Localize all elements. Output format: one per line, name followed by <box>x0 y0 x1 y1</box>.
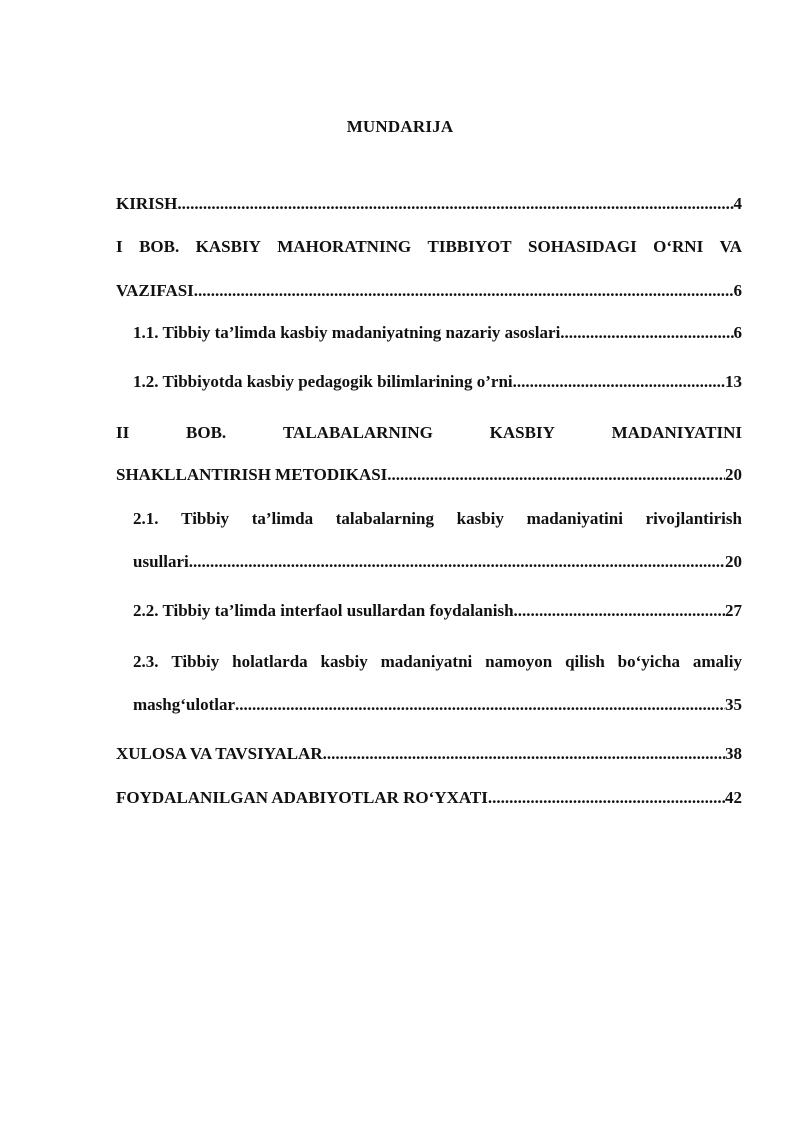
toc-word: madaniyatini <box>526 509 623 528</box>
toc-word: TALABALARNING <box>282 423 433 442</box>
toc-entry-adabiyotlar <box>116 787 742 809</box>
dot-leader <box>560 322 733 344</box>
toc-entry-xulosa <box>116 743 742 765</box>
toc-entry-text: KIRISH <box>116 194 178 213</box>
toc-word: SOHASIDAGI <box>528 237 637 256</box>
toc-entry-bob1-line2 <box>116 280 742 302</box>
toc-page-number: 6 <box>733 323 742 342</box>
toc-entry-2-3-line1 <box>133 651 742 673</box>
toc-word: qilish <box>565 652 605 671</box>
toc-entry-text: mashg‘ulotlar <box>133 695 235 714</box>
toc-entry-text: XULOSA VA TAVSIYALAR <box>116 744 323 763</box>
toc-word: 2.3. <box>133 652 159 671</box>
toc-word: KASBIY <box>489 423 555 442</box>
toc-word: O‘RNI <box>653 237 704 256</box>
toc-word: talabalarning <box>335 509 434 528</box>
toc-entry-bob1-line1 <box>116 236 742 258</box>
toc-entry-text: 2.2. Tibbiy ta’limda interfaol usullardan foydalanish <box>133 601 514 620</box>
toc-word: VA <box>719 237 742 256</box>
toc-page-number: 13 <box>725 372 742 391</box>
toc-word: Tibbiy <box>171 652 220 671</box>
toc-word: KASBIY <box>195 237 261 256</box>
toc-entry-2-3-line2 <box>133 694 742 716</box>
toc-word: kasbiy <box>320 652 368 671</box>
toc-word: ta’limda <box>251 509 314 528</box>
toc-entry-text: FOYDALANILGAN ADABIYOTLAR RO‘YXATI <box>116 788 488 807</box>
toc-word: holatlarda <box>232 652 308 671</box>
toc-entry-text: 1.1. Tibbiy ta’limda kasbiy madaniyatning nazariy asoslari <box>133 323 561 342</box>
toc-word: II <box>116 423 130 442</box>
toc-word: rivojlantirish <box>645 509 742 528</box>
toc-entry-kirish <box>116 193 742 215</box>
toc-entry-1-2 <box>133 371 742 393</box>
toc-entry-text: usullari <box>133 552 189 571</box>
toc-word: madaniyatni <box>380 652 473 671</box>
toc-entry-2-2 <box>133 600 742 622</box>
toc-word: kasbiy <box>456 509 504 528</box>
dot-leader <box>323 743 725 765</box>
toc-page-number: 42 <box>725 788 742 807</box>
toc-word: MADANIYATINI <box>611 423 742 442</box>
toc-entry-2-1-line2 <box>133 551 742 573</box>
toc-word: bo‘yicha <box>617 652 680 671</box>
toc-page-number: 4 <box>733 194 742 213</box>
toc-word: Tibbiy <box>181 509 230 528</box>
dot-leader <box>387 464 725 486</box>
toc-entry-1-1 <box>133 322 742 344</box>
dot-leader <box>235 694 725 716</box>
toc-page-number: 20 <box>725 465 742 484</box>
dot-leader <box>488 787 725 809</box>
toc-page-number: 20 <box>725 552 742 571</box>
toc-word: BOB. <box>139 237 180 256</box>
dot-leader <box>177 193 733 215</box>
toc-page-number: 27 <box>725 601 742 620</box>
dot-leader <box>513 371 725 393</box>
toc-entry-2-1-line1 <box>133 508 742 530</box>
toc-entry-bob2-line2 <box>116 464 742 486</box>
toc-entry-text: 1.2. Tibbiyotda kasbiy pedagogik bilimlarining o’rni <box>133 372 513 391</box>
toc-word: BOB. <box>186 423 227 442</box>
dot-leader <box>189 551 725 573</box>
toc-word: I <box>116 237 123 256</box>
toc-entry-text: SHAKLLANTIRISH METODIKASI <box>116 465 388 484</box>
dot-leader <box>194 280 734 302</box>
toc-entry-text: VAZIFASI <box>116 281 194 300</box>
toc-word: TIBBIYOT <box>427 237 512 256</box>
toc-word: namoyon <box>485 652 553 671</box>
dot-leader <box>514 600 725 622</box>
toc-entry-bob2-line1 <box>116 422 742 444</box>
toc-word: MAHORATNING <box>277 237 412 256</box>
toc-page-number: 38 <box>725 744 742 763</box>
toc-page-number: 35 <box>725 695 742 714</box>
toc-page-number: 6 <box>733 281 742 300</box>
page-title: MUNDARIJA <box>346 117 454 136</box>
toc-word: amaliy <box>692 652 742 671</box>
toc-word: 2.1. <box>133 509 159 528</box>
